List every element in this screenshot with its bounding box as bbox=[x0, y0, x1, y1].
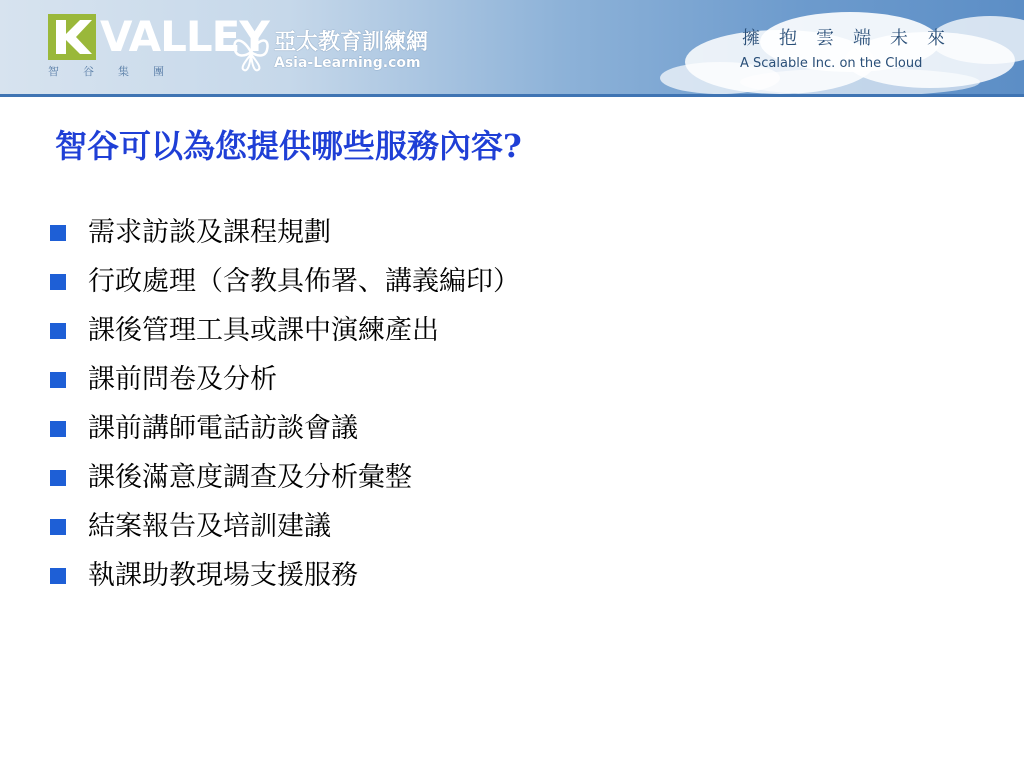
square-bullet-icon bbox=[50, 470, 66, 486]
asia-learning-name-en: Asia-Learning.com bbox=[274, 55, 421, 71]
tagline-cn: 擁抱雲端未來 bbox=[742, 28, 964, 49]
valley-sub-char: 團 bbox=[153, 65, 188, 78]
list-item-text: 課前問卷及分析 bbox=[88, 364, 277, 395]
list-item bbox=[46, 551, 520, 600]
valley-wordmark: VALLEY bbox=[100, 12, 269, 61]
valley-sub-char: 集 bbox=[118, 65, 153, 78]
square-bullet-icon bbox=[50, 421, 66, 437]
service-list bbox=[46, 208, 520, 600]
square-bullet-icon bbox=[50, 225, 66, 241]
list-item-text: 執課助教現場支援服務 bbox=[88, 560, 358, 591]
list-item bbox=[46, 404, 520, 453]
list-item bbox=[46, 453, 520, 502]
list-item-text: 結案報告及培訓建議 bbox=[88, 511, 331, 542]
list-item bbox=[46, 502, 520, 551]
valley-subtitle bbox=[48, 65, 188, 79]
list-item-text: 行政處理（含教具佈署、講義編印） bbox=[88, 266, 520, 297]
list-item-text: 課後滿意度調查及分析彙整 bbox=[88, 462, 412, 493]
asia-learning-name-cn: 亞太教育訓練網 bbox=[274, 30, 429, 55]
valley-sub-char: 智 bbox=[48, 65, 83, 78]
square-bullet-icon bbox=[50, 323, 66, 339]
tagline-en: A Scalable Inc. on the Cloud bbox=[740, 56, 923, 71]
asia-learning-logo bbox=[232, 30, 462, 74]
valley-logo bbox=[48, 12, 269, 87]
list-item-text: 課後管理工具或課中演練產出 bbox=[88, 315, 439, 346]
square-bullet-icon bbox=[50, 372, 66, 388]
header-banner bbox=[0, 0, 1024, 97]
butterfly-icon bbox=[232, 32, 270, 72]
valley-sub-char: 谷 bbox=[83, 65, 118, 78]
square-bullet-icon bbox=[50, 568, 66, 584]
list-item bbox=[46, 355, 520, 404]
list-item bbox=[46, 257, 520, 306]
square-bullet-icon bbox=[50, 274, 66, 290]
list-item bbox=[46, 306, 520, 355]
list-item-text: 課前講師電話訪談會議 bbox=[88, 413, 358, 444]
square-bullet-icon bbox=[50, 519, 66, 535]
list-item bbox=[46, 208, 520, 257]
header-bottom-strip bbox=[0, 94, 1024, 97]
valley-k-mark-icon bbox=[48, 12, 100, 62]
slide-title: 智谷可以為您提供哪些服務內容? bbox=[55, 127, 522, 165]
list-item-text: 需求訪談及課程規劃 bbox=[88, 217, 331, 248]
